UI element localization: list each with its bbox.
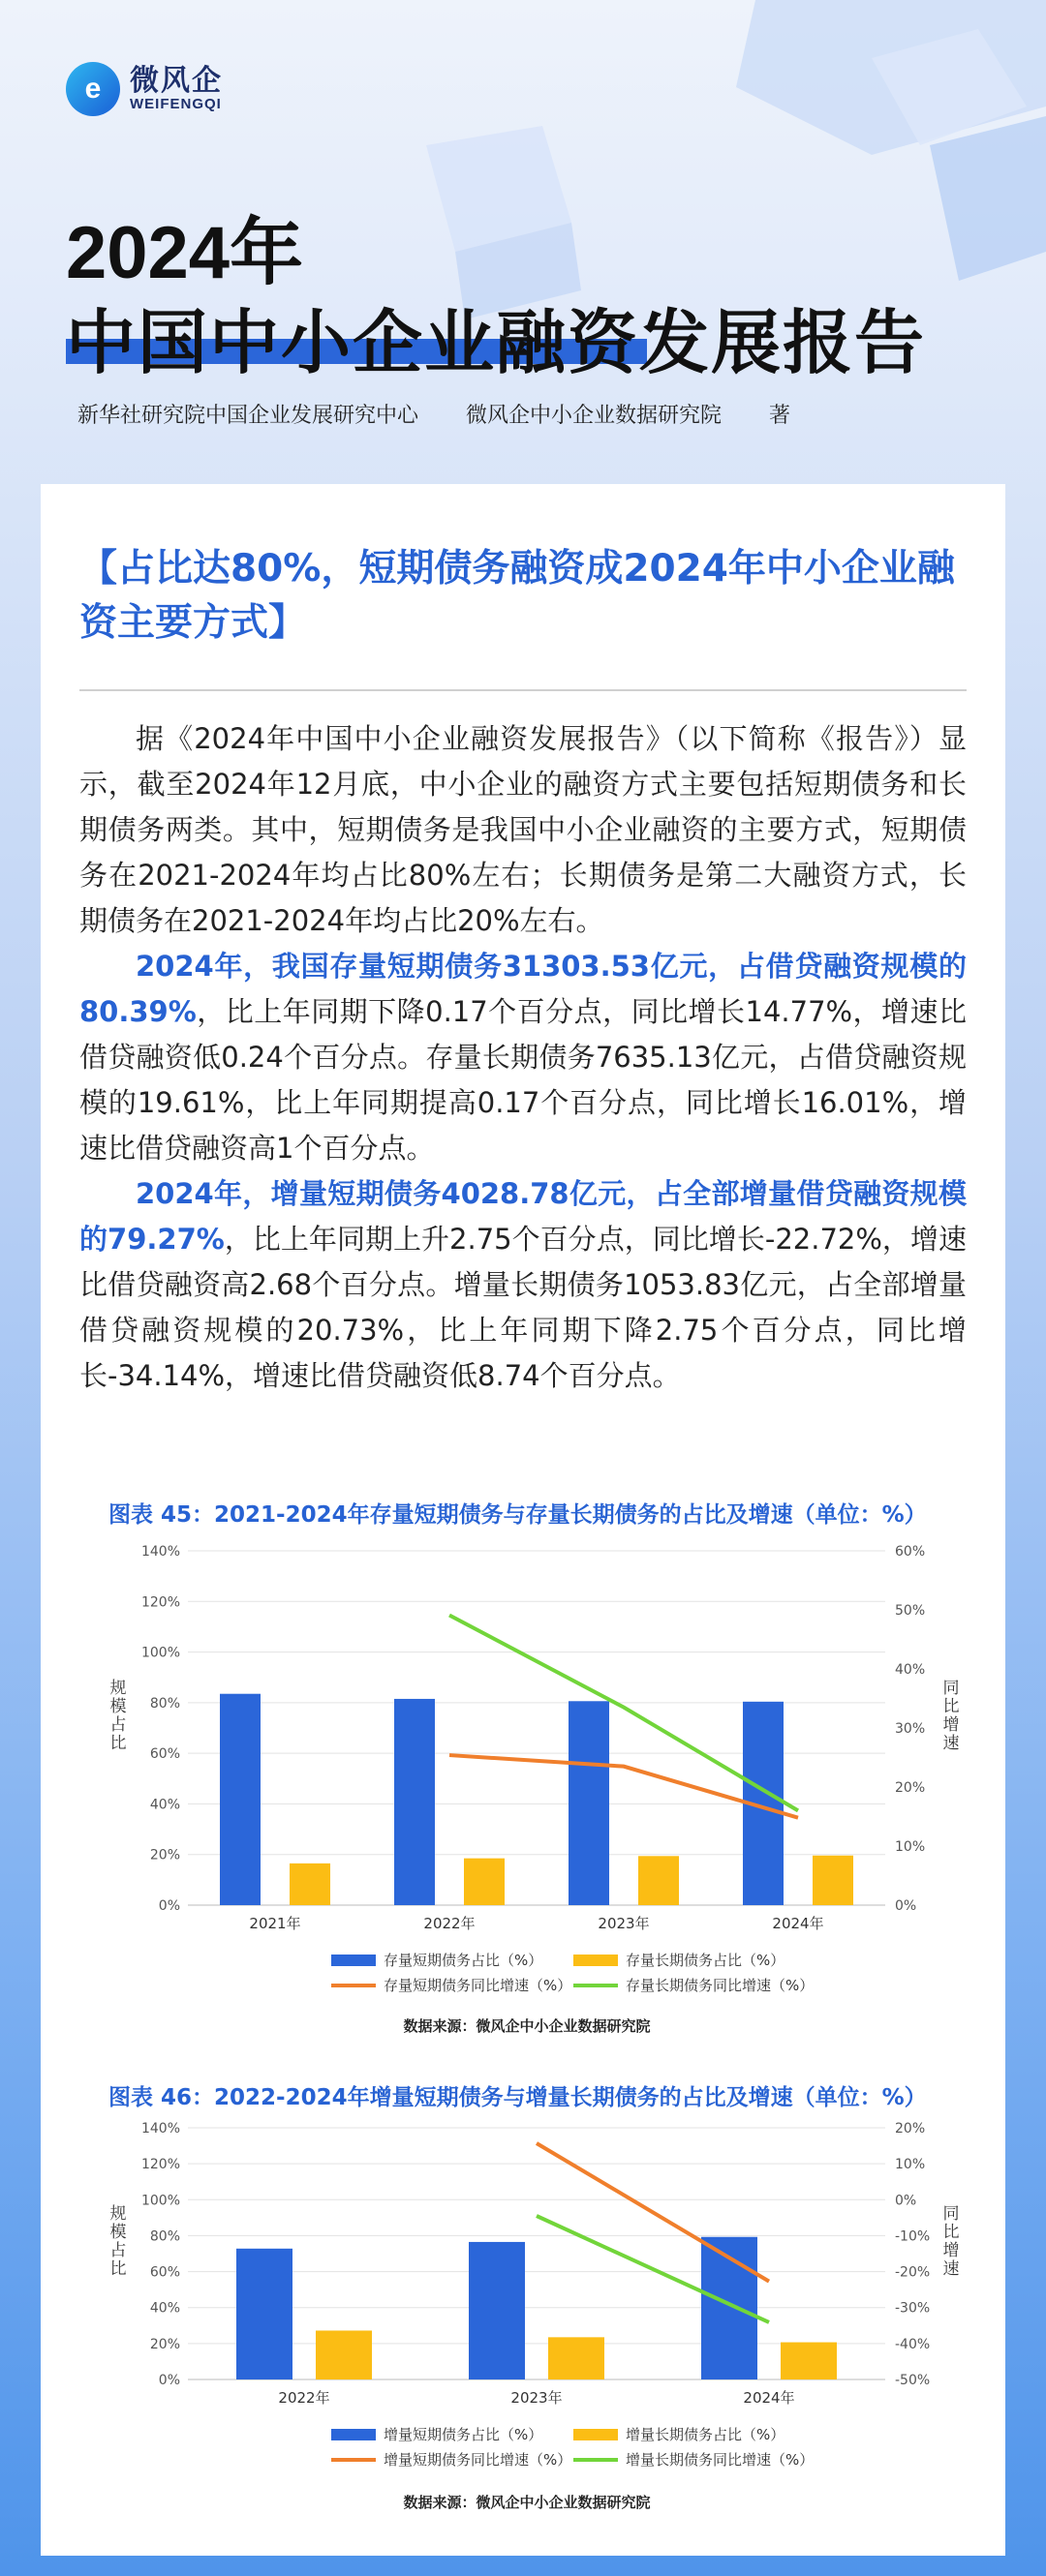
- logo-cn-text: 微风企: [130, 64, 223, 99]
- bar-long-term: [464, 1859, 505, 1905]
- y-tick-right: 0%: [895, 2193, 917, 2209]
- legend-label: 存量短期债务占比（%）: [384, 1952, 543, 1969]
- y-tick-right: 20%: [895, 2121, 926, 2137]
- author-1: 新华社研究院中国企业发展研究中心: [77, 404, 419, 428]
- bar-long-term: [290, 1864, 330, 1905]
- author-suffix: 著: [769, 404, 791, 428]
- legend-label: 存量长期债务占比（%）: [626, 1952, 785, 1969]
- legend-label: 增量长期债务占比（%）: [626, 2426, 785, 2443]
- y-tick-left: 20%: [149, 1847, 180, 1864]
- legend-label: 存量长期债务同比增速（%）: [626, 1977, 815, 1994]
- y-tick-left: 140%: [140, 2121, 180, 2137]
- y-tick-right: -20%: [895, 2264, 931, 2281]
- y-tick-right: 60%: [895, 1544, 926, 1560]
- authors-line: [77, 399, 831, 429]
- legend-label: 存量短期债务同比增速（%）: [384, 1977, 572, 1994]
- legend-label: 增量长期债务同比增速（%）: [626, 2451, 815, 2469]
- x-tick-label: 2024年: [772, 1915, 824, 1932]
- bar-short-term: [469, 2242, 525, 2379]
- chart-46: [81, 2114, 972, 2531]
- paragraph-2-highlight: 2024年，我国存量短期债务31303.53亿元，占借贷融资规模的80.39%: [79, 950, 967, 1028]
- x-tick-label: 2022年: [278, 2389, 330, 2407]
- article-heading: 【占比达80%，短期债务融资成2024年中小企业融资主要方式】: [79, 547, 955, 645]
- y-tick-left: 40%: [149, 1797, 180, 1813]
- legend-swatch: [331, 2429, 376, 2440]
- bar-long-term: [813, 1856, 853, 1905]
- y-tick-left: 80%: [149, 1695, 180, 1712]
- y-tick-right: 10%: [895, 2157, 926, 2173]
- y-tick-left: 20%: [149, 2336, 180, 2352]
- bar-long-term: [781, 2343, 837, 2379]
- chart-source: 数据来源：微风企中小企业数据研究院: [403, 2017, 651, 2035]
- bar-long-term: [638, 1856, 679, 1905]
- logo-icon: e: [66, 62, 120, 116]
- author-2: 微风企中小企业数据研究院: [466, 404, 723, 428]
- x-tick-label: 2022年: [423, 1915, 476, 1932]
- x-tick-label: 2024年: [743, 2389, 795, 2407]
- legend-label: 增量短期债务占比（%）: [384, 2426, 543, 2443]
- y-tick-left: 80%: [149, 2228, 180, 2245]
- x-tick-label: 2021年: [249, 1915, 301, 1932]
- legend-swatch: [331, 1955, 376, 1966]
- bar-short-term: [220, 1694, 261, 1905]
- brand-logo: [66, 62, 223, 116]
- y-tick-left: 100%: [140, 1645, 180, 1661]
- paragraph-2-rest: ，比上年同期下降0.17个百分点，同比增长14.77%，增速比借贷融资低0.24个百分点。存量长期债务7635.13亿元，占借贷融资规模的19.61%，比上年同期提高0.17个百分点，同比增长16.01%，增速比借贷融资高1个百分点。: [79, 995, 967, 1165]
- legend-label: 增量短期债务同比增速（%）: [384, 2451, 572, 2469]
- y-axis-label-left: 规模占比: [109, 2204, 127, 2279]
- paragraph-1: 据《2024年中国中小企业融资发展报告》（以下简称《报告》）显示，截至2024年12月底，中小企业的融资方式主要包括短期债务和长期债务两类。其中，短期债务是我国中小企业融资的主要方式，短期债务在2021-2024年均占比80%左右；长期债务是第二大融资方式，长期债务在2021-2024年均占比20%左右。: [79, 722, 967, 937]
- y-tick-left: 60%: [149, 2264, 180, 2281]
- y-tick-right: 0%: [895, 1898, 917, 1914]
- chart-45-title: 图表 45：2021-2024年存量短期债务与存量长期债务的占比及增速（单位：%）: [108, 1502, 927, 1528]
- logo-en-text: WEIFENGQI: [130, 95, 222, 112]
- bar-short-term: [236, 2249, 292, 2379]
- y-tick-right: -10%: [895, 2228, 931, 2245]
- y-tick-right: 10%: [895, 1839, 926, 1855]
- paragraph-3-rest: ，比上年同期上升2.75个百分点，同比增长-22.72%，增速比借贷融资高2.68个百分点。增量长期债务1053.83亿元，占全部增量借贷融资规模的20.73%，比上年同期下降2.75个百分点，同比增长-34.14%，增速比借贷融资低8.74个百分点。: [79, 1223, 967, 1392]
- y-tick-left: 0%: [158, 1898, 180, 1914]
- y-tick-right: 20%: [895, 1780, 926, 1796]
- y-tick-left: 40%: [149, 2300, 180, 2317]
- y-axis-label-right: 同比增速: [942, 1679, 960, 1753]
- y-tick-left: 60%: [149, 1746, 180, 1763]
- y-tick-left: 120%: [140, 2157, 180, 2173]
- y-tick-right: 40%: [895, 1662, 926, 1678]
- legend-swatch: [573, 1955, 618, 1966]
- y-tick-left: 140%: [140, 1544, 180, 1560]
- y-tick-left: 120%: [140, 1594, 180, 1611]
- y-axis-label-left: 规模占比: [109, 1679, 127, 1753]
- content-card: [41, 484, 1005, 2556]
- y-tick-left: 0%: [158, 2373, 180, 2388]
- chart-source: 数据来源：微风企中小企业数据研究院: [403, 2494, 651, 2511]
- bar-long-term: [316, 2330, 372, 2379]
- y-tick-right: -30%: [895, 2300, 931, 2317]
- y-tick-right: 50%: [895, 1603, 926, 1619]
- x-tick-label: 2023年: [598, 1915, 650, 1932]
- y-tick-right: -40%: [895, 2336, 931, 2352]
- article-body: [79, 716, 967, 1399]
- chart-45: [81, 1531, 972, 2045]
- paragraph-3: [79, 1171, 967, 1399]
- y-tick-left: 100%: [140, 2193, 180, 2209]
- bar-long-term: [548, 2337, 604, 2379]
- y-tick-right: -50%: [895, 2373, 931, 2388]
- report-year: 2024年: [66, 212, 304, 294]
- y-axis-label-right: 同比增速: [942, 2204, 960, 2279]
- report-title: 中国中小企业融资发展报告: [66, 302, 927, 383]
- x-tick-label: 2023年: [510, 2389, 563, 2407]
- legend-swatch: [573, 2429, 618, 2440]
- y-tick-right: 30%: [895, 1721, 926, 1737]
- paragraph-3-highlight: 2024年，增量短期债务4028.78亿元，占全部增量借贷融资规模的79.27%: [79, 1177, 967, 1256]
- bar-short-term: [394, 1699, 435, 1905]
- chart-46-title: 图表 46：2022-2024年增量短期债务与增量长期债务的占比及增速（单位：%）: [108, 2085, 927, 2110]
- divider: [79, 689, 967, 691]
- bar-short-term: [569, 1701, 609, 1905]
- paragraph-2: [79, 944, 967, 1171]
